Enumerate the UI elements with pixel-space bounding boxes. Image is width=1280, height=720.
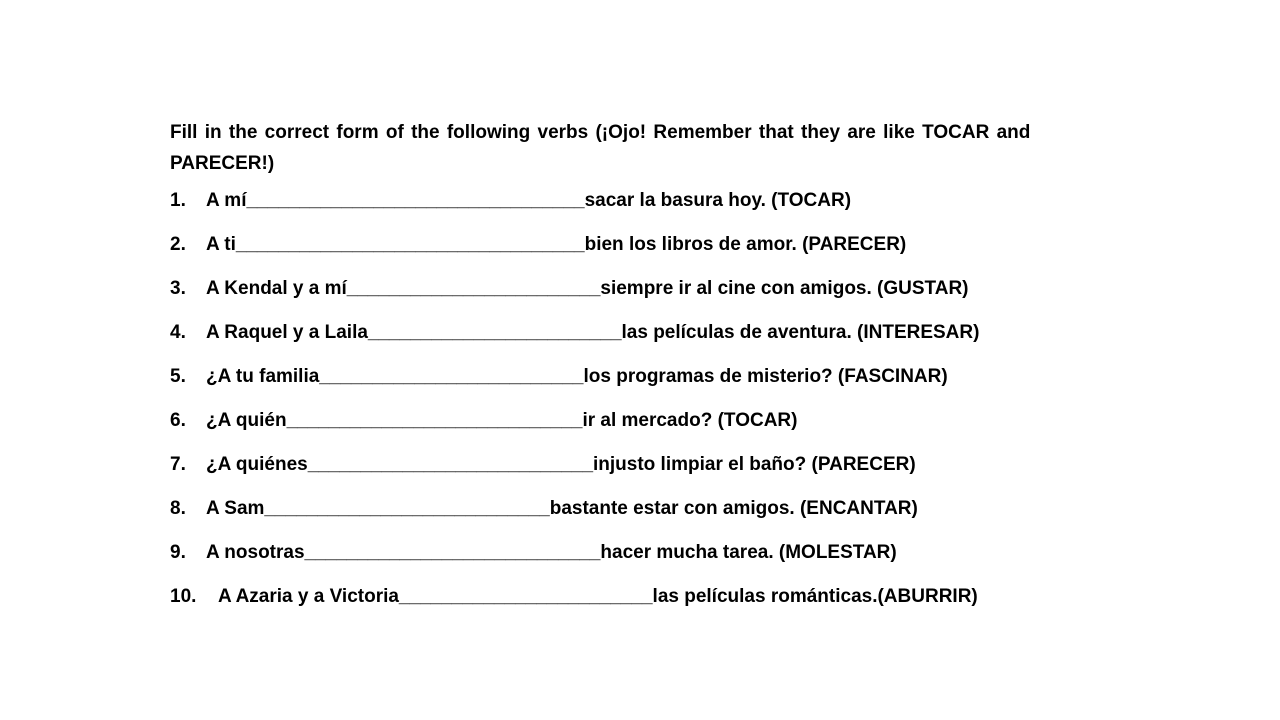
exercise-text: A Kendal y a mí________________________siempre ir al cine con amigos. (GUSTAR) (206, 278, 969, 299)
exercise-text: ¿A quiénes___________________________injusto limpiar el baño? (PARECER) (206, 454, 916, 475)
exercise-text: A Raquel y a Laila________________________las películas de aventura. (INTERESAR) (206, 322, 980, 343)
exercise-text: A Azaria y a Victoria________________________las películas románticas.(ABURRIR) (218, 586, 978, 607)
exercise-item (170, 364, 1140, 408)
exercise-item (170, 232, 1140, 276)
instructions-text: Fill in the correct form of the following verbs (¡Ojo! Remember that they are like TOCAR and PARECER!) (170, 122, 1031, 174)
exercise-item (170, 320, 1140, 364)
exercise-number: 3. (170, 278, 186, 299)
exercise-number: 1. (170, 190, 186, 211)
exercise-text: A nosotras____________________________hacer mucha tarea. (MOLESTAR) (206, 542, 897, 563)
exercise-list (170, 188, 1140, 628)
exercise-item (170, 584, 1140, 628)
exercise-number: 2. (170, 234, 186, 255)
exercise-item (170, 496, 1140, 540)
exercise-item (170, 188, 1140, 232)
exercise-item (170, 276, 1140, 320)
exercise-number: 4. (170, 322, 186, 343)
exercise-text: A mí________________________________sacar la basura hoy. (TOCAR) (206, 190, 852, 211)
worksheet (170, 117, 1140, 628)
exercise-number: 7. (170, 454, 186, 475)
exercise-text: A ti_________________________________bien los libros de amor. (PARECER) (206, 234, 907, 255)
exercise-number: 10. (170, 586, 197, 607)
exercise-item (170, 452, 1140, 496)
exercise-number: 8. (170, 498, 186, 519)
exercise-text: A Sam___________________________bastante estar con amigos. (ENCANTAR) (206, 498, 918, 519)
exercise-text: ¿A quién____________________________ir al mercado? (TOCAR) (206, 410, 798, 431)
exercise-item (170, 408, 1140, 452)
exercise-item (170, 540, 1140, 584)
exercise-text: ¿A tu familia_________________________los programas de misterio? (FASCINAR) (206, 366, 948, 387)
exercise-number: 6. (170, 410, 186, 431)
exercise-number: 9. (170, 542, 186, 563)
exercise-number: 5. (170, 366, 186, 387)
